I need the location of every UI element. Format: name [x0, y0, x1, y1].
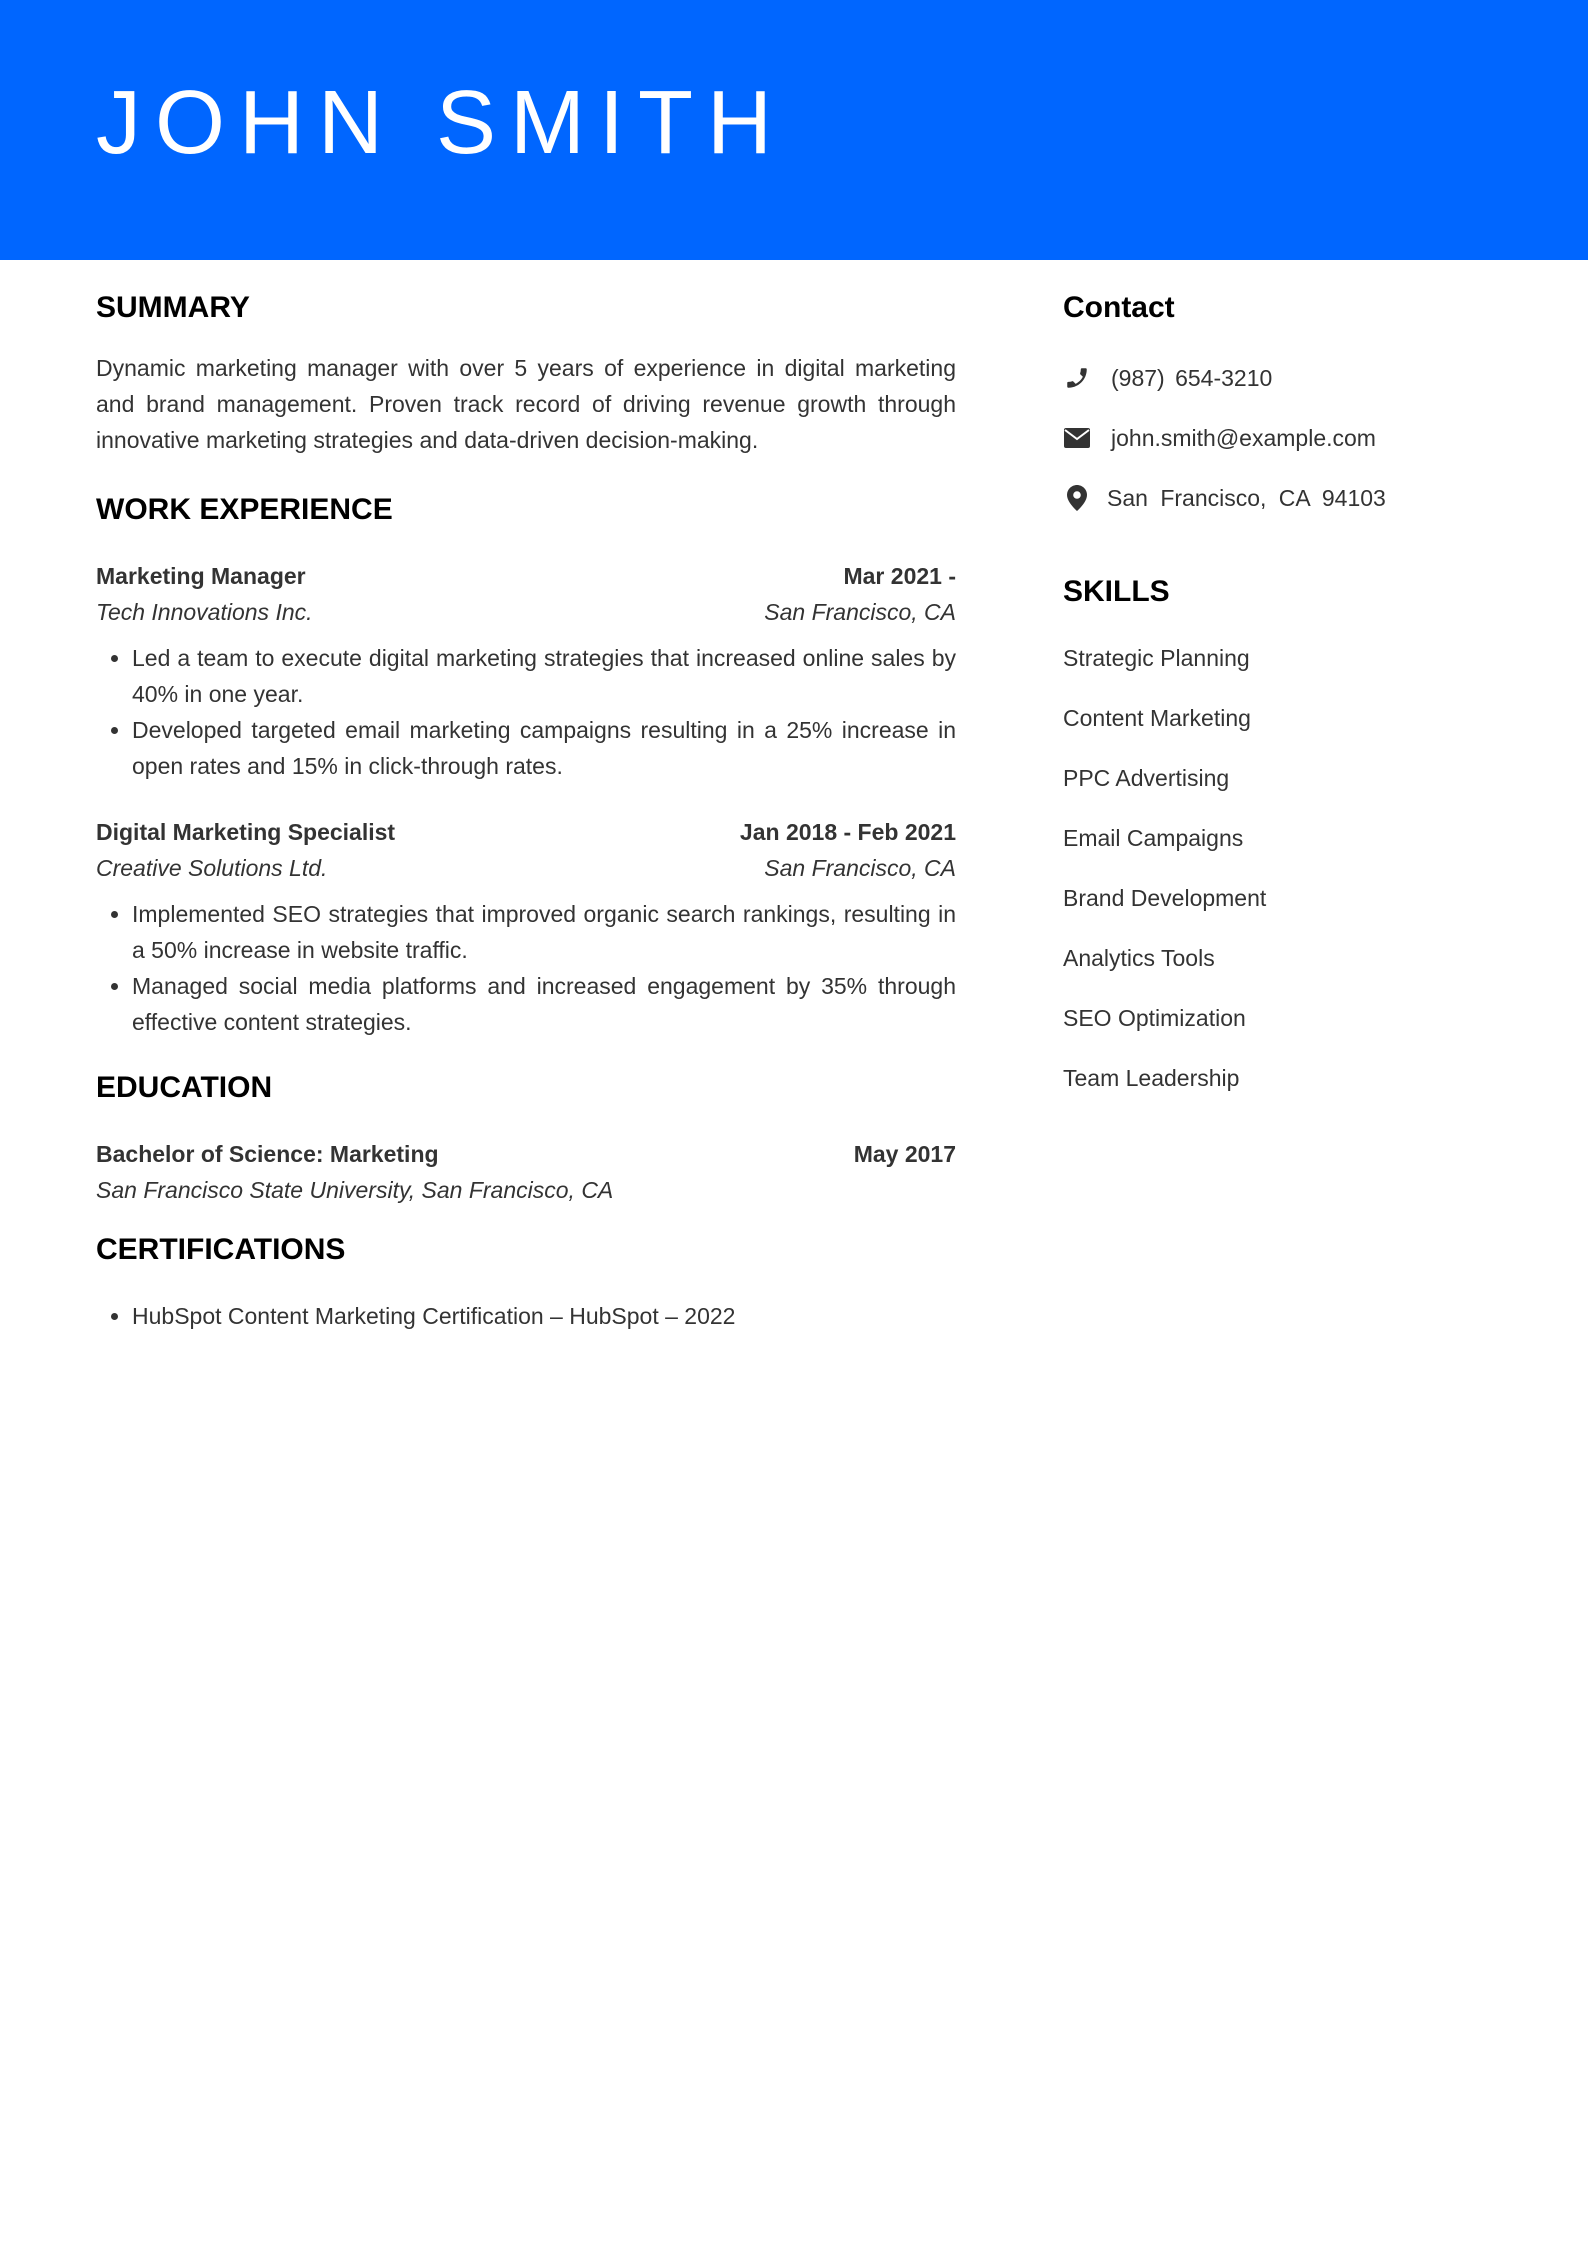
contact-title: Contact [1063, 291, 1175, 324]
list-item: • HubSpot Content Marketing Certification – HubSpot – 2022 [132, 1298, 956, 1334]
skill-item: Analytics Tools [1063, 945, 1215, 971]
school: San Francisco State University, San Francisco, CA [96, 1177, 614, 1203]
job-location: San Francisco, CA [764, 599, 956, 625]
job-role: Marketing Manager [96, 563, 306, 589]
skill-item: Brand Development [1063, 885, 1267, 911]
job-location: San Francisco, CA [764, 855, 956, 881]
list-item: • Developed targeted email marketing campaigns resulting in a 25% increase in open rates and 15% in click-through rates. [132, 712, 956, 784]
education-title: EDUCATION [96, 1071, 273, 1104]
summary-text: Dynamic marketing manager with over 5 years of experience in digital marketing and brand management. Proven track record of driving revenue growth through innovative marketing strategies and data-driven decision-making. [96, 355, 956, 453]
list-item: • Led a team to execute digital marketing strategies that increased online sales by 40% in one year. [132, 640, 956, 712]
envelope-icon [1063, 424, 1091, 452]
contact-phone [1063, 360, 1493, 396]
job-dates: Jan 2018 - Feb 2021 [739, 819, 956, 845]
sidebar-column [1063, 290, 1493, 1120]
job-bullets [96, 640, 956, 784]
header-banner [0, 0, 1588, 260]
email-address: john.smith@example.com [1111, 425, 1376, 451]
job-entry [96, 814, 956, 1040]
phone-icon [1063, 364, 1091, 392]
summary-title: SUMMARY [96, 291, 250, 324]
address: San Francisco, CA 94103 [1107, 485, 1386, 511]
job-entry [96, 558, 956, 784]
list-item: • Managed social media platforms and increased engagement by 35% through effective content strategies. [132, 968, 956, 1040]
certifications-title: CERTIFICATIONS [96, 1233, 346, 1266]
skill-item: SEO Optimization [1063, 1005, 1246, 1031]
skill-item: Content Marketing [1063, 705, 1251, 731]
map-pin-icon [1063, 484, 1091, 512]
job-company: Tech Innovations Inc. [96, 599, 313, 625]
skill-item: Team Leadership [1063, 1065, 1240, 1091]
contact-email [1063, 420, 1493, 456]
job-bullets [96, 896, 956, 1040]
graduation-date: May 2017 [853, 1141, 956, 1167]
list-item: • Implemented SEO strategies that improved organic search rankings, resulting in a 50% increase in website traffic. [132, 896, 956, 968]
job-company: Creative Solutions Ltd. [96, 855, 328, 881]
skill-item: PPC Advertising [1063, 765, 1230, 791]
job-dates: Mar 2021 - [843, 563, 956, 589]
person-name: JOHN SMITH [96, 73, 786, 173]
skills-title: SKILLS [1063, 575, 1170, 608]
skills-list [1063, 640, 1493, 1096]
skill-item: Strategic Planning [1063, 645, 1250, 671]
main-column [96, 290, 956, 1334]
contact-address [1063, 480, 1493, 516]
job-role: Digital Marketing Specialist [96, 819, 396, 845]
phone-number: (987) 654-3210 [1111, 365, 1273, 391]
work-experience-title: WORK EXPERIENCE [96, 493, 393, 526]
degree: Bachelor of Science: Marketing [96, 1141, 439, 1167]
certification-list [96, 1298, 956, 1334]
skill-item: Email Campaigns [1063, 825, 1244, 851]
